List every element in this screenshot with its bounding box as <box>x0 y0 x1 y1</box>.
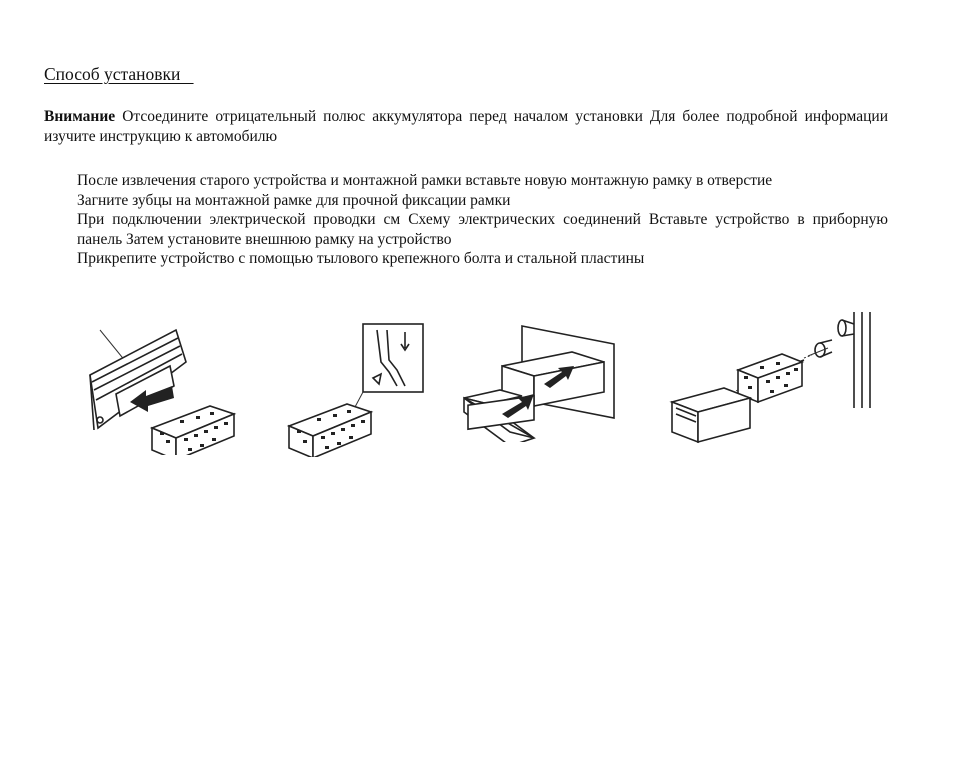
warning-paragraph <box>44 107 888 147</box>
insert-unit-with-trim-frame-illustration <box>462 322 622 442</box>
warning-label: Внимание <box>44 108 116 125</box>
warning-text: Отсоедините отрицательный полюс аккумулятора перед началом установки Для более подробной информации изучите инструкцию к автомобилю <box>44 108 888 145</box>
step-3: При подключении электрической проводки см Схему электрических соединений Вставьте устройство в приборную панель Затем установите внешнюю рамку на устройство <box>77 211 888 248</box>
step-4: Прикрепите устройство с помощью тылового крепежного болта и стальной пластины <box>77 250 645 267</box>
insert-frame-into-dashboard-illustration <box>80 320 250 455</box>
installation-figures <box>0 300 954 470</box>
bend-frame-tabs-illustration <box>285 322 435 457</box>
installation-steps <box>77 171 888 269</box>
step-1: После извлечения старого устройства и монтажной рамки вставьте новую монтажную рамку в отверстие <box>77 172 773 189</box>
step-2: Загните зубцы на монтажной рамке для прочной фиксации рамки <box>77 191 511 209</box>
section-title: Способ установки <box>44 64 194 84</box>
rear-bolt-mounting-illustration <box>668 308 878 448</box>
